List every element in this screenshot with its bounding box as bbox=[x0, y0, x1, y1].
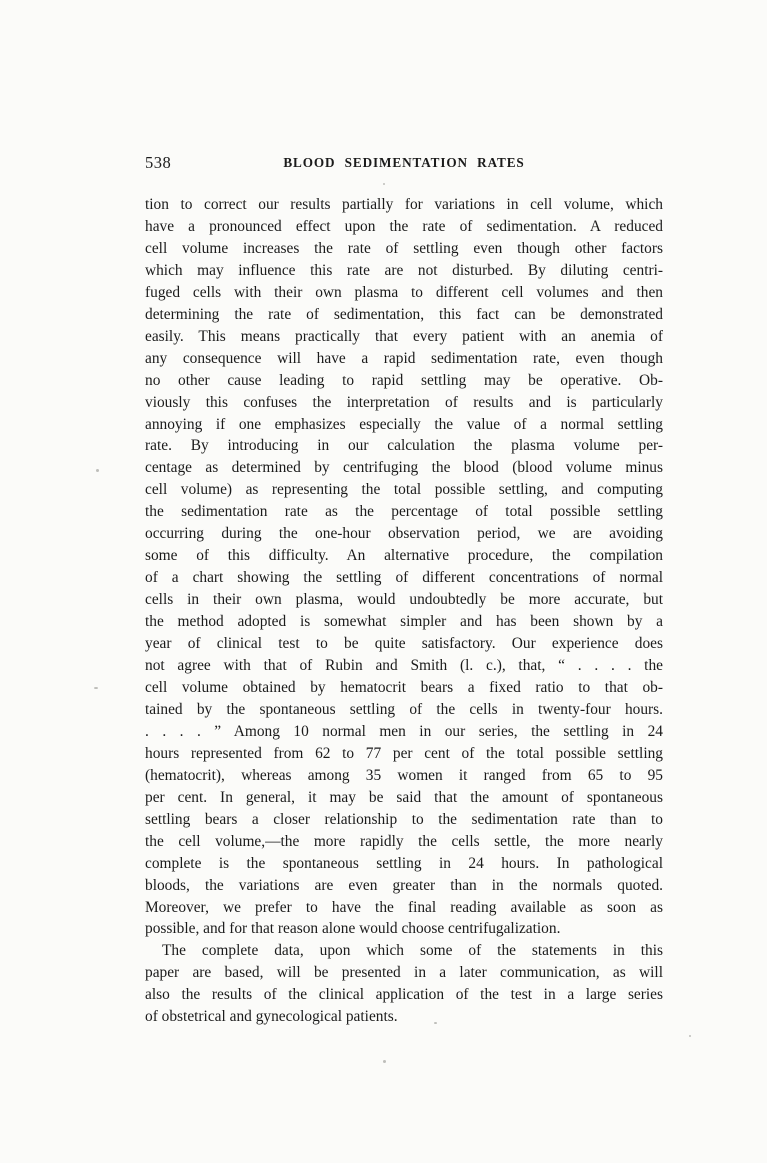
text-line: the sedimentation rate as the percentage of total possible settling bbox=[145, 503, 663, 521]
text-line: cell volume) as representing the total possible settling, and computing bbox=[145, 481, 663, 499]
text-line: rate. By introducing in our calculation the plasma volume per- bbox=[145, 437, 663, 455]
text-line: annoying if one emphasizes especially the value of a normal settling bbox=[145, 415, 663, 433]
text-line: no other cause leading to rapid settling may be operative. Ob- bbox=[145, 371, 663, 389]
text-line: the cell volume,—the more rapidly the cells settle, the more nearly bbox=[145, 832, 663, 850]
body-text bbox=[145, 194, 663, 1028]
text-line: not agree with that of Rubin and Smith (l. c.), that, “ . . . . the bbox=[145, 657, 663, 675]
text-line: The complete data, upon which some of the statements in this bbox=[162, 942, 663, 960]
text-line: hours represented from 62 to 77 per cent of the total possible settling bbox=[145, 744, 663, 762]
paragraph-closing bbox=[145, 940, 663, 1028]
scan-artifact bbox=[96, 469, 99, 472]
running-title: BLOOD SEDIMENTATION RATES bbox=[283, 155, 525, 170]
text-line: (hematocrit), whereas among 35 women it ranged from 65 to 95 bbox=[145, 766, 663, 784]
text-line: cell volume obtained by hematocrit bears a fixed ratio to that ob- bbox=[145, 678, 663, 696]
text-line: per cent. In general, it may be said that the amount of spontaneous bbox=[145, 788, 663, 806]
scan-artifact bbox=[383, 1060, 386, 1063]
scan-artifact bbox=[383, 183, 385, 185]
text-line: centage as determined by centrifuging the blood (blood volume minus bbox=[145, 459, 663, 477]
text-line: determining the rate of sedimentation, this fact can be demonstrated bbox=[145, 305, 663, 323]
paragraph-continuation bbox=[145, 194, 663, 940]
text-line: fuged cells with their own plasma to different cell volumes and then bbox=[145, 283, 663, 301]
scan-artifact bbox=[94, 687, 98, 689]
text-line: . . . . ” Among 10 normal men in our series, the settling in 24 bbox=[145, 722, 663, 740]
text-line: some of this difficulty. An alternative procedure, the compilation bbox=[145, 547, 663, 565]
page-header bbox=[145, 152, 663, 174]
text-line: tained by the spontaneous settling of the cells in twenty-four hours. bbox=[145, 700, 663, 718]
page-number: 538 bbox=[145, 153, 172, 172]
text-line: cell volume increases the rate of settling even though other factors bbox=[145, 239, 663, 257]
text-line: complete is the spontaneous settling in 24 hours. In pathological bbox=[145, 854, 663, 872]
text-line: of obstetrical and gynecological patients. bbox=[145, 1008, 398, 1026]
text-line: year of clinical test to be quite satisfactory. Our experience does bbox=[145, 635, 663, 653]
text-line: possible, and for that reason alone would choose centrifugalization. bbox=[145, 920, 561, 938]
text-line: which may influence this rate are not disturbed. By diluting centri- bbox=[145, 261, 663, 279]
text-line: of a chart showing the settling of different concentrations of normal bbox=[145, 569, 663, 587]
scan-artifact bbox=[434, 1022, 437, 1024]
text-line: easily. This means practically that every patient with an anemia of bbox=[145, 327, 663, 345]
text-line: paper are based, will be presented in a later communication, as will bbox=[145, 964, 663, 982]
text-line: tion to correct our results partially for variations in cell volume, which bbox=[145, 196, 663, 213]
text-line: cells in their own plasma, would undoubtedly be more accurate, but bbox=[145, 591, 663, 609]
text-line: viously this confuses the interpretation of results and is particularly bbox=[145, 393, 663, 411]
text-line: the method adopted is somewhat simpler and has been shown by a bbox=[145, 613, 663, 631]
text-line: bloods, the variations are even greater than in the normals quoted. bbox=[145, 876, 663, 894]
scan-artifact bbox=[689, 1035, 691, 1037]
text-line: Moreover, we prefer to have the final reading available as soon as bbox=[145, 898, 663, 916]
text-line: also the results of the clinical application of the test in a large series bbox=[145, 986, 663, 1004]
text-line: any consequence will have a rapid sedimentation rate, even though bbox=[145, 349, 663, 367]
text-line: have a pronounced effect upon the rate of sedimentation. A reduced bbox=[145, 217, 663, 235]
text-line: settling bears a closer relationship to the sedimentation rate than to bbox=[145, 810, 663, 828]
text-line: occurring during the one-hour observation period, we are avoiding bbox=[145, 525, 663, 543]
